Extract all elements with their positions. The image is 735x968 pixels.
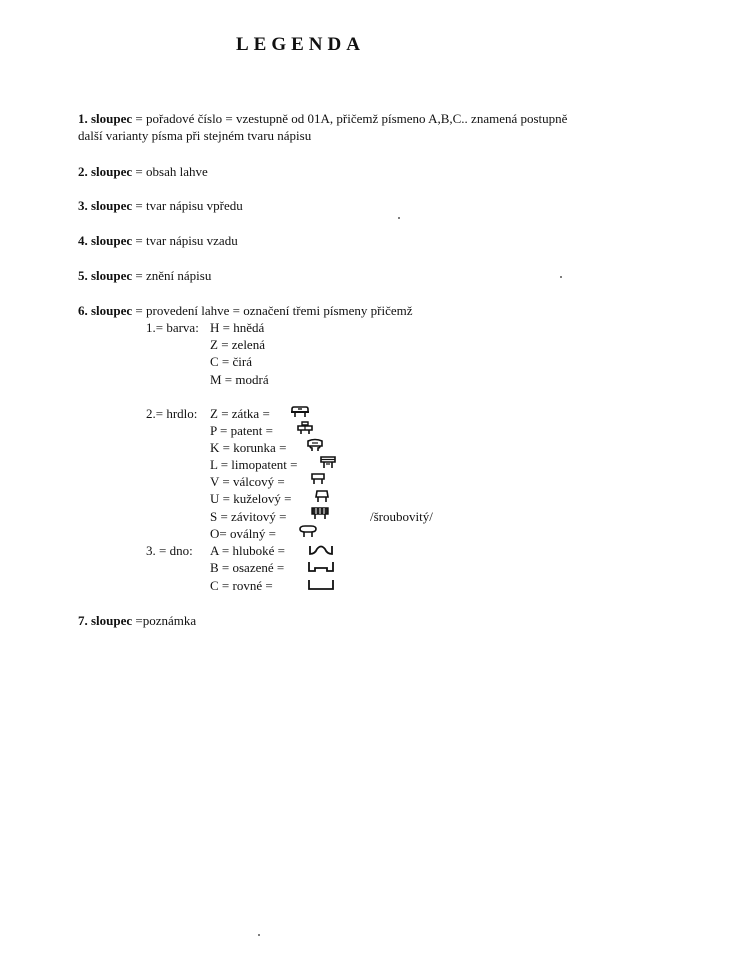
col1-text: = pořadové číslo = vzestupně od 01A, přičemž písmeno A,B,C.. znamená postupně xyxy=(132,111,568,126)
col6-label: 6. sloupec xyxy=(78,303,133,318)
hrdlo-item: P = patent = xyxy=(210,423,273,438)
col1-text-continued: další varianty písma při stejném tvaru nápisu xyxy=(78,128,312,143)
col5-text: = znění nápisu xyxy=(132,268,212,283)
hrdlo-item: S = závitový = xyxy=(210,509,287,524)
col2-text: = obsah lahve xyxy=(132,164,208,179)
legend-col1 xyxy=(78,110,567,127)
col4-text: = tvar nápisu vzadu xyxy=(132,233,238,248)
legend-col3 xyxy=(78,197,243,214)
col5-label: 5. sloupec xyxy=(78,268,133,283)
zavitovy-neck-icon xyxy=(310,506,330,521)
dno-item: A = hluboké = xyxy=(210,543,285,558)
legend-col4 xyxy=(78,232,238,249)
hrdlo-item: O= oválný = xyxy=(210,526,276,541)
barva-item: Z = zelená xyxy=(210,337,265,352)
hrdlo-item: L = limopatent = xyxy=(210,457,298,472)
legend-col6 xyxy=(78,302,413,319)
dno-item: B = osazené = xyxy=(210,560,285,575)
col1-label: 1. sloupec xyxy=(78,111,133,126)
scan-speck xyxy=(398,217,400,219)
hrdlo-item: Z = zátka = xyxy=(210,406,270,421)
hrdlo-item: K = korunka = xyxy=(210,440,287,455)
dno-heading: 3. = dno: xyxy=(146,543,193,558)
hluboke-bottom-icon xyxy=(308,543,334,557)
legend-col7 xyxy=(78,612,196,629)
zavitovy-note: /šroubovitý/ xyxy=(370,509,433,524)
ovalny-neck-icon xyxy=(298,524,318,539)
barva-item: M = modrá xyxy=(210,372,269,387)
scan-speck xyxy=(560,276,562,278)
zatka-neck-icon xyxy=(290,405,310,419)
barva-item: C = čirá xyxy=(210,354,252,369)
col3-text: = tvar nápisu vpředu xyxy=(132,198,243,213)
patent-neck-icon xyxy=(296,421,314,436)
hrdlo-item: U = kuželový = xyxy=(210,491,292,506)
legend-col2 xyxy=(78,163,208,180)
korunka-neck-icon xyxy=(306,438,324,453)
kuzelovy-neck-icon xyxy=(314,489,330,504)
col7-text: =poznámka xyxy=(132,613,197,628)
col3-label: 3. sloupec xyxy=(78,198,133,213)
col4-label: 4. sloupec xyxy=(78,233,133,248)
barva-heading: 1.= barva: xyxy=(146,320,199,335)
legend-col5 xyxy=(78,267,211,284)
col2-label: 2. sloupec xyxy=(78,164,133,179)
page-title: LEGENDA xyxy=(236,34,365,55)
barva-item: H = hnědá xyxy=(210,320,265,335)
osazene-bottom-icon xyxy=(307,560,335,574)
rovne-bottom-icon xyxy=(307,578,335,592)
valcovy-neck-icon xyxy=(310,472,326,487)
hrdlo-heading: 2.= hrdlo: xyxy=(146,406,198,421)
dno-item: C = rovné = xyxy=(210,578,273,593)
col7-label: 7. sloupec xyxy=(78,613,133,628)
limopatent-neck-icon xyxy=(319,455,337,470)
hrdlo-item: V = válcový = xyxy=(210,474,285,489)
col6-text: = provedení lahve = označení třemi písmeny přičemž xyxy=(132,303,413,318)
scan-speck xyxy=(258,934,260,936)
